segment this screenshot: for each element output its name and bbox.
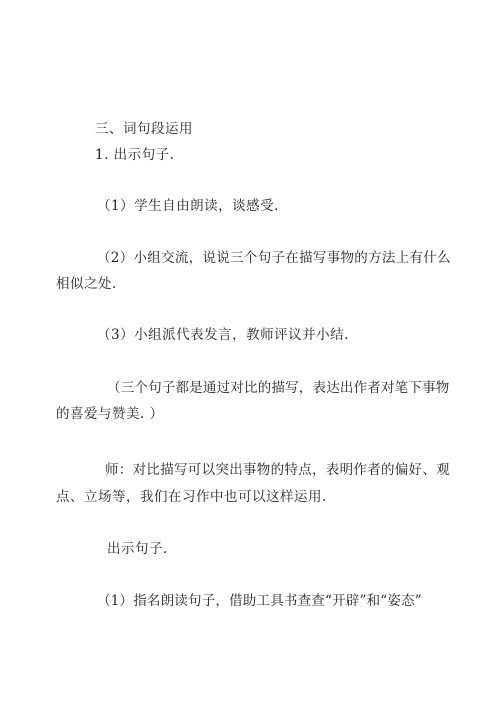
paragraph-line: 点、立场等，我们在习作中也可以这样运用. <box>56 489 327 505</box>
paragraph-line: 的喜爱与赞美. ） <box>56 406 164 422</box>
paragraph-line: 师：对比描写可以突出事物的特点，表明作者的偏好、观 <box>105 462 450 478</box>
paragraph-line: （1）指名朗读句子，借助工具书查查“开辟”和“姿态” <box>97 593 422 609</box>
step-heading: 1. 出示句子. <box>95 147 175 163</box>
paragraph-line: （3）小组派代表发言，教师评议并小结. <box>97 327 349 343</box>
paragraph-line: 出示句子. <box>107 541 168 557</box>
paragraph-line: （三个句子都是通过对比的描写，表达出作者对笔下事物 <box>107 380 450 396</box>
paragraph-line: （1）学生自由朗读，谈感受. <box>97 198 279 214</box>
section-heading: 三、词句段运用 <box>95 121 193 137</box>
paragraph-line: （2）小组交流，说说三个句子在描写事物的方法上有什么 <box>97 250 451 266</box>
paragraph-line: 相似之处. <box>56 276 117 292</box>
